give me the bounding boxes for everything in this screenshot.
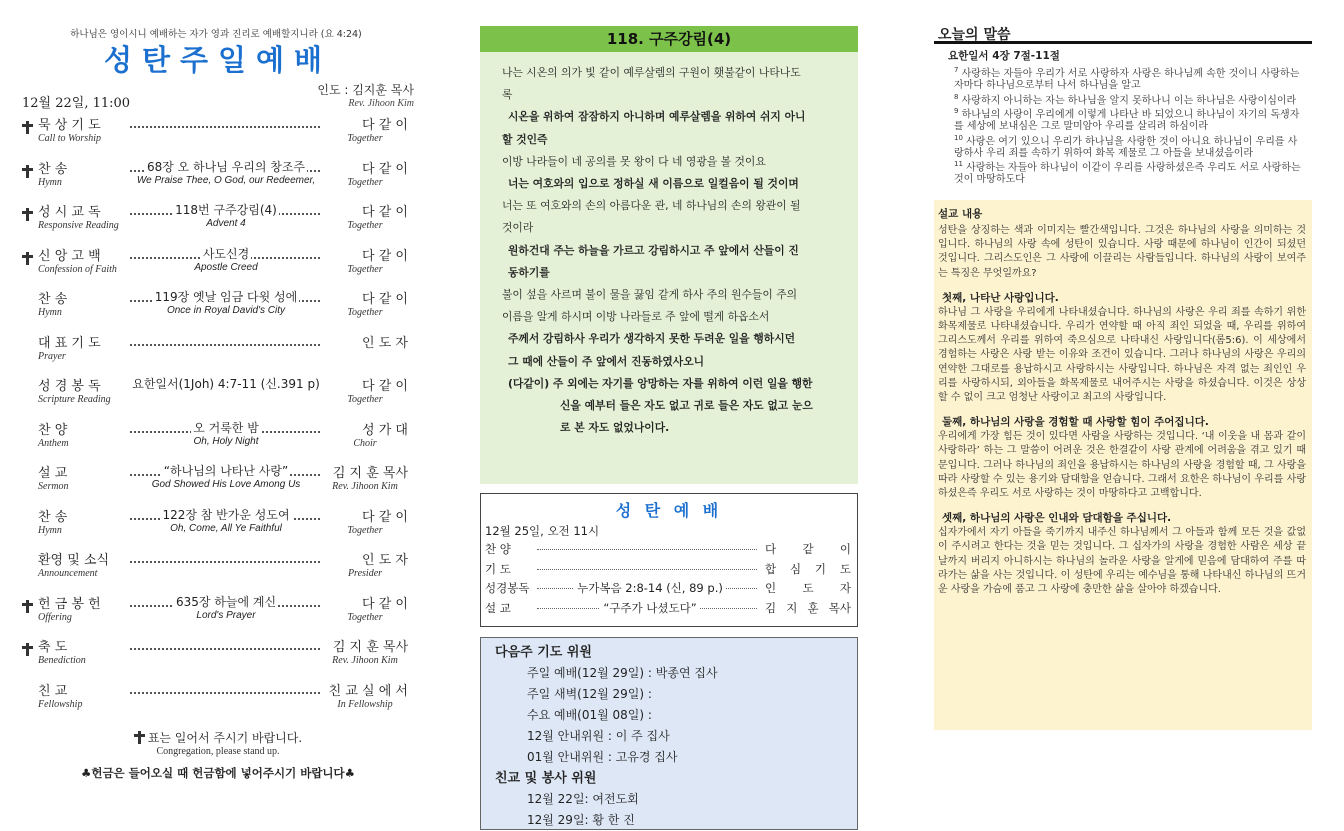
order-item-label-en: Fellowship xyxy=(38,698,83,710)
reading-line: (다같이) 주 외에는 자기를 앙망하는 자를 위하여 이런 일을 행한 xyxy=(508,376,813,390)
sermon-point-text: 십자가에서 자기 아들을 죽기까지 내주신 하나님께서 그 아들과 함께 모든 것을 값없이 주시려고 한다는 것을 믿는 것입니다. 그 십자가의 사랑을 경험한 사람은 세상 끝날까지 버리지 아니하시는 하나님의 놀라운 사랑을 알게에 믿음에 담대하여 주를 따라가는 삶을 사는 것입니다. 이 성탄에 우리는 예수님을 통해 나타내신 하나님의 뜨거운 사랑을 가슴에 품고 그 사랑에 충만한 삶을 살아야 하겠습니다. xyxy=(938,527,1306,596)
order-item-person-en: Together xyxy=(347,394,383,405)
order-item-detail-ko: 122장 참 반가운 성도여 xyxy=(162,507,290,522)
order-item-person: 다 같 이 xyxy=(362,205,408,220)
order-item xyxy=(22,636,414,680)
order-item-label: 묵 상 기 도 xyxy=(38,118,101,133)
order-list xyxy=(22,114,414,723)
prayer-item: 주일 새벽(12월 29일) : xyxy=(527,687,652,701)
christmas-order xyxy=(485,539,853,617)
order-item xyxy=(22,680,414,724)
order-item-person-en: Together xyxy=(347,220,383,231)
verse-number: 10 xyxy=(954,133,963,142)
order-item-detail-en: Oh, Come, All Ye Faithful xyxy=(170,522,282,534)
page-title: 성탄주일예배 xyxy=(103,43,333,77)
order-item-person: 다 같 이 xyxy=(362,509,408,525)
dotted-leader xyxy=(130,116,320,128)
order-item xyxy=(22,419,414,463)
fellowship-item: 12월 22일: 여전도회 xyxy=(527,792,639,806)
order-item-detail xyxy=(130,591,322,622)
order-item-person-en: Together xyxy=(347,263,383,275)
reading-line: 이방 나라들이 네 공의를 못 왕이 다 네 영광을 볼 것이요 xyxy=(502,154,766,168)
scripture-verse xyxy=(954,133,1304,160)
christmas-item-label: 설 교 xyxy=(485,600,511,615)
christmas-title: 성 탄 예 배 xyxy=(615,501,723,520)
order-item xyxy=(22,375,414,419)
order-item-label: 찬 송 xyxy=(38,292,68,307)
order-item-detail-en: We Praise Thee, O God, our Redeemer, xyxy=(136,174,316,186)
christmas-item-person: 합 심 기 도 xyxy=(765,561,851,576)
prayer-item: 주일 예배(12월 29일) : 박종연 집사 xyxy=(527,666,718,680)
order-item-label-en: Scripture Reading xyxy=(38,394,111,405)
cross-icon xyxy=(134,731,145,744)
responsive-reading-body xyxy=(480,52,858,484)
stand-note-text: 표는 일어서 주시기 바랍니다. xyxy=(147,731,303,745)
order-item-label: 환영 및 소식 xyxy=(38,553,110,568)
order-item-person-en: Together xyxy=(347,524,383,536)
prayer-item: 수요 예배(01월 08일) : xyxy=(527,708,652,722)
order-item-label-en: Hymn xyxy=(38,176,62,188)
order-item xyxy=(22,332,414,376)
fellowship-list xyxy=(495,789,847,831)
order-item-detail-ko: 635장 하늘에 계신 xyxy=(175,594,277,609)
order-item-detail-en: Advent 4 xyxy=(206,218,246,229)
order-item-person: 김 지 훈 목사 xyxy=(332,640,408,655)
sermon-point-heading: 셋째, 하나님의 사랑은 인내와 담대함을 주십니다. xyxy=(942,512,1172,525)
scripture-text xyxy=(934,63,1312,186)
christmas-item-detail xyxy=(537,580,763,596)
verse-number: 8 xyxy=(954,92,959,101)
order-item-label-en: Anthem xyxy=(38,437,69,449)
responsive-reading-title: 118. 구주강림(4) xyxy=(480,26,858,52)
reading-line: 동하기를 xyxy=(508,265,550,279)
reading-line: 시온을 위하여 잠잠하지 아니하며 예루살렘을 위하여 쉬지 아니 xyxy=(508,110,806,124)
order-item-label: 찬 양 xyxy=(38,422,68,438)
order-item-label: 찬 송 xyxy=(38,509,68,525)
order-item-person-en: In Fellowship xyxy=(337,698,393,710)
reading-line: 원하건대 주는 하늘을 가르고 강림하시고 주 앞에서 산들이 진 xyxy=(508,243,799,257)
order-item-detail-ko: 사도신경 xyxy=(202,246,250,261)
order-item-detail xyxy=(130,460,322,491)
order-item-label: 헌 금 봉 헌 xyxy=(38,596,101,612)
order-item-person: 다 같 이 xyxy=(362,248,408,264)
reading-line: 록 xyxy=(502,88,513,102)
sermon-sections xyxy=(938,290,1306,597)
verse-text: 하나님의 사랑이 우리에게 이렇게 나타난 바 되었으니 하나님이 자기의 독생자를 세상에 보내심은 그로 말미암아 우리를 살리려 하심이라 xyxy=(954,109,1300,133)
christmas-service-box xyxy=(480,493,858,627)
sermon-point-text: 우리에게 가장 힘든 것이 있다면 사람을 사랑하는 것입니다. ‘내 이웃을 내 몸과 같이 사랑하라’ 하는 그 말씀이 어려운 것은 한결같이 사랑 관계에 어려움을 겪고 있기 때문입니다. 그러나 하나님의 죄인을 용납하시는 하나님의 사랑을 경험할 때, 그 사랑을 따라 사랑할 수 있는 용기와 담대함을 얻습니다. 그래서 요한은 하나님이 우리를 사랑하셨은즉 우리도 서로 사랑하는 것이 마땅하다고 고백합니다. xyxy=(938,431,1306,500)
christmas-item-person: 다 같 이 xyxy=(765,542,851,556)
order-item-person: 다 같 이 xyxy=(362,379,408,394)
order-item-person: 친 교 실 에 서 xyxy=(328,683,408,699)
reading-line: 이름을 알게 하시며 이방 나라들로 주 앞에 떨게 하옵소서 xyxy=(502,310,770,324)
sermon-intro: 성탄을 상징하는 색과 이미지는 빨간색입니다. 그것은 하나님의 사랑을 의미하는 것입니다. 하나님의 사랑 속에 성탄이 있습니다. 사랑 때문에 하나님이 인간이 되셨던 것입니다. 그리스도인은 그 사랑에 이끌리는 사람들입니다. 하나님의 사랑이 보여주는 특징은 무엇일까요? xyxy=(938,224,1306,279)
scripture-verse xyxy=(954,92,1304,107)
service-date: 12월 22일, 11:00 xyxy=(22,96,131,111)
order-item-detail-en: God Showed His Love Among Us xyxy=(151,479,301,490)
prayer-heading: 다음주 기도 위원 xyxy=(495,645,592,660)
order-item-label: 설 교 xyxy=(38,466,68,481)
prayer-list xyxy=(495,663,847,768)
dotted-leader xyxy=(130,551,320,563)
order-item-detail-ko: 119장 옛날 임금 다윗 성에 xyxy=(154,290,298,304)
worship-order-panel xyxy=(22,26,414,796)
offering-note: ♣헌금은 들어오실 때 헌금함에 넣어주시기 바랍니다♣ xyxy=(81,766,355,780)
cross-icon xyxy=(22,643,33,656)
christmas-item-person: 인 도 자 xyxy=(765,581,851,595)
service-leader xyxy=(317,81,414,109)
order-item-person-en: Together xyxy=(347,133,383,144)
order-item-detail-en: Once in Royal David's City xyxy=(166,305,286,316)
order-item-label: 찬 송 xyxy=(38,161,68,177)
order-item-detail-en: Lord's Prayer xyxy=(196,609,256,621)
scripture-reference: 요한일서 4장 7절-11절 xyxy=(948,50,1060,62)
right-panel xyxy=(934,24,1312,730)
christmas-item-label: 기 도 xyxy=(485,561,511,576)
order-item-detail xyxy=(130,243,322,274)
prayer-committee-box xyxy=(480,637,858,830)
order-item-label-en: Hymn xyxy=(38,307,62,318)
order-item-person: 다 같 이 xyxy=(362,596,408,612)
order-item-person-en: Rev. Jihoon Kim xyxy=(332,481,398,492)
order-item xyxy=(22,506,414,550)
reading-line: 로 본 자도 없었나이다. xyxy=(560,421,670,435)
reading-line: 주께서 강림하사 우리가 생각하지 못한 두려운 일을 행하시던 xyxy=(508,332,796,346)
order-item-label-en: Prayer xyxy=(38,350,66,362)
christmas-item-detail xyxy=(537,600,763,616)
fellowship-heading: 친교 및 봉사 위원 xyxy=(495,771,597,786)
order-item-label: 신 앙 고 백 xyxy=(38,248,101,264)
order-item-detail xyxy=(130,199,322,230)
christmas-item-person: 김 지 훈 목사 xyxy=(765,600,851,615)
reading-line: 나는 시온의 의가 빛 같이 예루살렘의 구원이 횃불같이 나타나도 xyxy=(502,66,801,79)
verse-number: 7 xyxy=(954,66,959,74)
verse-number: 9 xyxy=(954,107,959,116)
order-item xyxy=(22,462,414,506)
order-item-label-en: Offering xyxy=(38,611,72,623)
order-item-person-en: Together xyxy=(347,176,383,188)
order-item xyxy=(22,158,414,202)
reading-line: 할 것인즉 xyxy=(502,132,548,146)
order-item-person: 다 같 이 xyxy=(362,118,408,133)
order-item-detail xyxy=(130,373,322,392)
dotted-leader xyxy=(130,682,320,694)
order-item-person: 성 가 대 xyxy=(362,422,408,438)
order-item-detail-ko: 118번 구주강림(4) xyxy=(175,203,277,217)
verse-text: 사랑하지 아니하는 자는 하나님을 알지 못하나니 이는 하나님은 사랑이심이라 xyxy=(958,94,1297,106)
order-item xyxy=(22,549,414,593)
order-item-person: 다 같 이 xyxy=(362,161,408,177)
order-item xyxy=(22,201,414,245)
reading-line: 불이 섶을 사르며 불이 물을 끓임 같게 하사 주의 원수들이 주의 xyxy=(502,288,798,302)
sermon-box xyxy=(934,200,1312,730)
order-item-detail xyxy=(130,286,322,317)
order-item xyxy=(22,593,414,637)
order-item-label: 성 시 교 독 xyxy=(38,205,101,220)
order-item-person-en: Presider xyxy=(347,568,383,579)
order-item-label-en: Responsive Reading xyxy=(38,220,119,231)
order-item xyxy=(22,245,414,289)
order-item-label-en: Call to Worship xyxy=(38,133,101,144)
sermon-point-heading: 첫째, 나타난 사랑입니다. xyxy=(942,291,1059,304)
order-item-detail xyxy=(130,417,322,448)
verse-text: 사랑하는 자들아 하나님이 이같이 우리를 사랑하셨은즉 우리도 서로 사랑하는 것이 마땅하도다 xyxy=(954,162,1301,186)
sermon-heading: 설교 내용 xyxy=(938,207,983,220)
verse-text: 사랑하는 자들아 우리가 서로 사랑하자 사랑은 하나님께 속한 것이니 사랑하는 자마다 하나님으로부터 나서 하나님을 알고 xyxy=(954,68,1300,91)
reading-line: 그 때에 산들이 주 앞에서 진동하였사오니 xyxy=(508,354,705,368)
scripture-verse xyxy=(954,65,1304,92)
order-item-label-en: Confession of Faith xyxy=(38,263,117,275)
reading-line: 것이라 xyxy=(502,221,534,235)
order-item-person-en: Choir xyxy=(353,437,377,449)
reading-line: 신을 예부터 들은 자도 없고 귀로 들은 자도 없고 눈으 xyxy=(560,399,813,413)
order-item-label-en: Sermon xyxy=(38,481,69,492)
prayer-item: 12월 안내위원 : 이 주 집사 xyxy=(527,729,670,743)
christmas-item-detail-text: 누가복음 2:8-14 (신, 89 p.) xyxy=(574,581,726,595)
cross-icon xyxy=(22,121,33,134)
reading-line: 너는 여호와의 입으로 정하실 새 이름으로 일컬음이 될 것이며 xyxy=(508,177,799,191)
order-item-detail-ko: 요한일서(1Joh) 4:7-11 (신.391 p) xyxy=(132,377,320,391)
dotted-leader xyxy=(130,638,320,650)
todays-word-heading: 오늘의 말씀 xyxy=(934,24,1312,44)
order-item-detail xyxy=(130,504,322,535)
order-item-person: 인 도 자 xyxy=(362,335,408,351)
order-item-detail xyxy=(130,156,322,187)
christmas-item-label: 찬 양 xyxy=(485,542,511,556)
middle-panel xyxy=(480,26,858,830)
christmas-date: 12월 25일, 오전 11시 xyxy=(485,524,600,538)
christmas-order-item xyxy=(485,598,853,618)
order-item-detail-en: Apostle Creed xyxy=(194,261,258,273)
order-item xyxy=(22,114,414,158)
leader-en: Rev. Jihoon Kim xyxy=(348,98,414,109)
order-item-person: 다 같 이 xyxy=(362,292,408,307)
order-item-detail-en: Oh, Holy Night xyxy=(193,435,259,447)
christmas-order-item xyxy=(485,578,853,598)
cross-icon xyxy=(22,252,33,265)
order-item-detail-ko: “하나님의 나타난 사랑” xyxy=(163,464,289,478)
dotted-leader xyxy=(537,549,757,550)
prayer-item: 01월 안내위원 : 고유경 집사 xyxy=(527,750,678,764)
christmas-item-label: 성경봉독 xyxy=(485,581,530,595)
dotted-leader xyxy=(537,569,757,570)
order-item-label: 대 표 기 도 xyxy=(38,335,101,351)
order-item-label-en: Benediction xyxy=(38,655,86,666)
order-item-label: 축 도 xyxy=(38,640,68,655)
christmas-item-detail-text: “구주가 나셨도다” xyxy=(600,601,699,615)
leader-ko: 인도 : 김지훈 목사 xyxy=(317,83,414,97)
cross-icon xyxy=(22,600,33,613)
stand-note-en: Congregation, please stand up. xyxy=(156,746,280,757)
cross-icon xyxy=(22,165,33,178)
dotted-leader xyxy=(130,334,320,346)
christmas-order-item xyxy=(485,539,853,559)
scripture-verse xyxy=(954,159,1304,186)
order-item-label: 친 교 xyxy=(38,683,68,699)
order-item-label-en: Hymn xyxy=(38,524,62,536)
order-item-detail-ko: 오 거룩한 밤 xyxy=(193,420,259,435)
verse-number: 11 xyxy=(954,160,963,169)
sermon-point-heading: 둘째, 하나님의 사랑을 경험할 때 사랑할 힘이 주어집니다. xyxy=(942,416,1209,429)
scripture-verse xyxy=(954,106,1304,133)
order-item-person-en: Together xyxy=(347,611,383,623)
service-meta xyxy=(22,80,414,114)
reading-line: 너는 또 여호와의 손의 아름다운 관, 네 하나님의 손의 왕관이 될 xyxy=(502,199,801,213)
cross-icon xyxy=(22,208,33,221)
order-item-person-en: Rev. Jihoon Kim xyxy=(332,655,398,666)
verse-text: 사랑은 여기 있으니 우리가 하나님을 사랑한 것이 아니요 하나님이 우리를 사랑하사 우리 죄를 속하기 위하여 화목 제물로 그 아들을 보내셨음이라 xyxy=(954,136,1298,159)
order-item-person: 김 지 훈 목사 xyxy=(332,466,408,481)
order-item xyxy=(22,288,414,332)
order-item-label: 성 경 봉 독 xyxy=(38,379,101,394)
order-item-person-en: Together xyxy=(347,307,383,318)
christmas-order-item xyxy=(485,559,853,579)
epigraph-verse: 하나님은 영이시니 예배하는 자가 영과 진리로 예배할지니라 (요 4:24) xyxy=(70,29,362,40)
order-item-detail-ko: 68장 오 하나님 우리의 창조주 xyxy=(146,159,306,174)
order-item-label-en: Announcement xyxy=(38,568,98,579)
stand-note xyxy=(22,729,414,746)
order-item-person: 인 도 자 xyxy=(362,553,408,568)
fellowship-item: 12월 29일: 황 한 진 xyxy=(527,813,635,827)
sermon-point-text: 하나님 그 사랑을 우리에게 나타내셨습니다. 하나님의 사랑은 우리 죄를 속하기 위한 화목제물로 나타내셨습니다. 우리가 연약할 때 아직 죄인 되었을 때, 우리를 위하여 그리스도께서 우리를 위하여 죽으심으로 나타내신 사랑입니다(롬5:6). 이 세상에서 경험하는 사랑은 사랑 받는 이유와 조건이 있습니다. 그러나 하나님의 사랑은 우리의 연약한 그대로를 용납하시고 사랑하시는 사랑입니다. 하나님은 자격 없는 죄인인 우리를 사랑하시되, 외아들을 화목제물로 내어주시는 사랑을 하셨습니다. 이것은 상상할 수 없이 크고 엄청난 사랑이고 최고의 사랑입니다. xyxy=(938,306,1306,404)
